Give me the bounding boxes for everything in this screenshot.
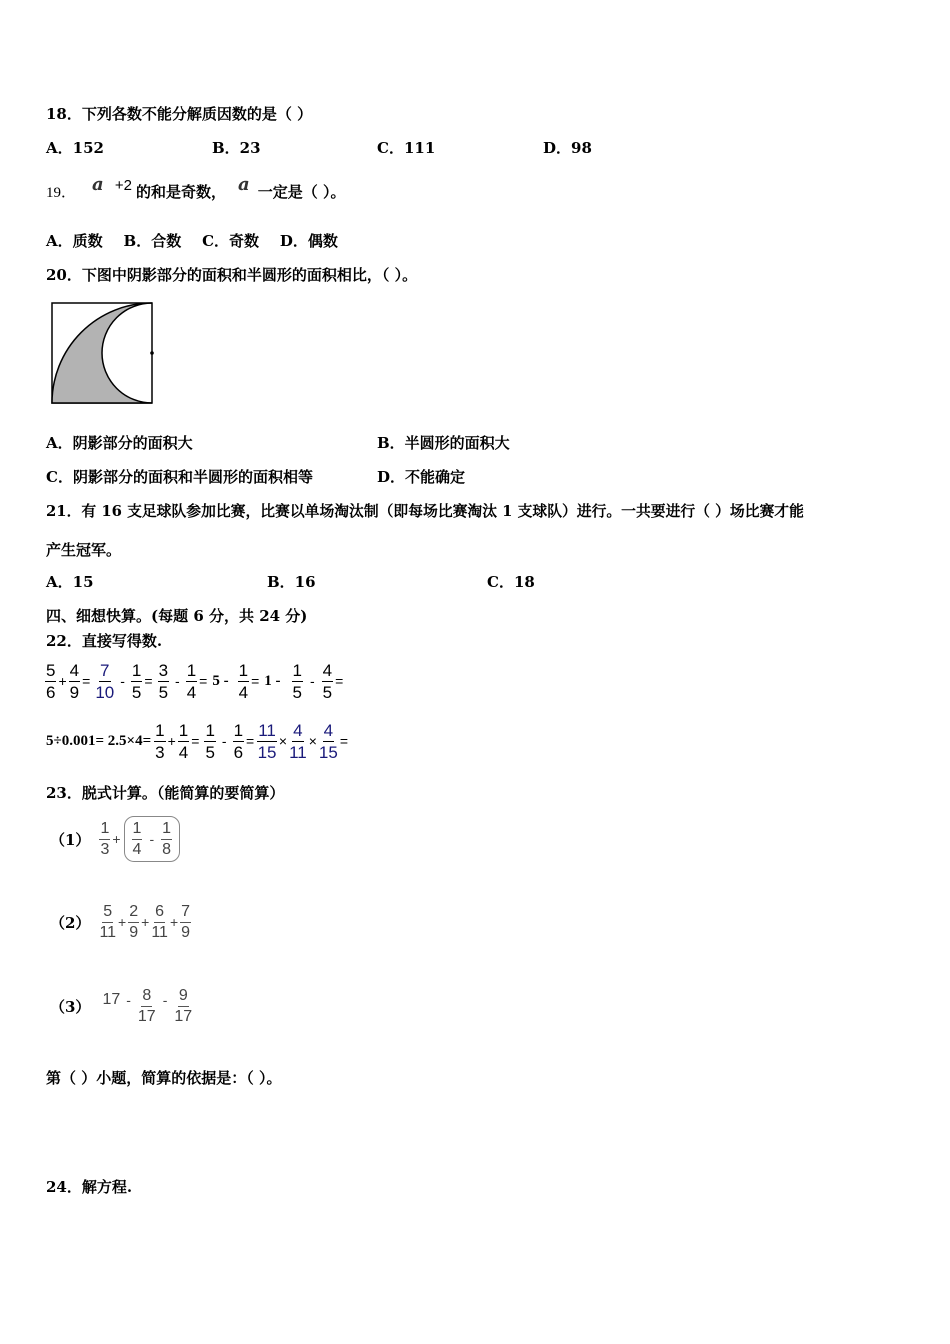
- q18-option-d: D．98: [543, 139, 592, 157]
- fraction: $\frac{1}{5}$: [131, 660, 142, 702]
- q20-option-b: B．半圆形的面积大: [377, 434, 510, 452]
- q18-stem: 18．下列各数不能分解质因数的是（ ）: [46, 105, 313, 123]
- fraction: $\frac{1}{8}$: [162, 819, 172, 858]
- q20-option-d: D．不能确定: [377, 468, 466, 486]
- q21-option-c: C．18: [487, 573, 535, 591]
- q23-part3: （3） 17 - $\frac{8}{17}$ - $\frac{9}{17}$: [50, 986, 193, 1025]
- variable-a: a: [92, 173, 104, 195]
- fraction: $\frac{1}{5}$: [205, 720, 215, 762]
- q23-stem: 23．脱式计算。（能简算的要简算）: [46, 784, 285, 802]
- fraction: $\frac{4}{5}$: [322, 660, 333, 702]
- fraction: $\frac{11}{15}$: [257, 720, 277, 762]
- fraction: $\frac{1}{3}$: [155, 720, 165, 762]
- q23-part2: （2） $\frac{5}{11}$ + $\frac{2}{9}$ + $\frac{6}{11}$ + $\frac{7}{9}$: [50, 902, 191, 941]
- fraction: $\frac{4}{9}$: [69, 660, 80, 702]
- q18-option-c: C．111: [377, 139, 436, 157]
- q21-stem-line2: 产生冠军。: [46, 541, 122, 559]
- q23-note: 第（ ）小题，简算的依据是：（ ）。: [46, 1069, 282, 1087]
- q24-stem: 24．解方程.: [46, 1178, 133, 1196]
- fraction: $\frac{1}{4}$: [132, 819, 142, 858]
- q20-option-c: C．阴影部分的面积和半圆形的面积相等: [46, 468, 313, 486]
- fraction: $\frac{1}{5}$: [292, 660, 302, 702]
- fraction: $\frac{4}{15}$: [318, 720, 338, 762]
- q18-option-a: A．152: [46, 139, 104, 157]
- q21-stem-line1: 21．有 16 支足球队参加比赛，比赛以单场淘汰制（即每场比赛淘汰 1 支球队）进行。一共要进行（ ）场比赛才能: [46, 503, 804, 520]
- q19-options: A．质数 B．合数 C．奇数 D．偶数: [46, 232, 338, 250]
- q22-row2: 5÷0.001= 2.5×4= $\frac{1}{3}$ + $\frac{1}{4}$ = $\frac{1}{5}$ - $\frac{1}{6}$ = $\frac{11}{15}$ × $\frac{4}{11}$ × $\frac{4}{15}$ =: [46, 720, 349, 762]
- center-point: [150, 351, 154, 355]
- q19-stem: 19． a +2 的和是奇数， a 一定是（ ）。: [46, 173, 346, 201]
- fraction: $\frac{4}{11}$: [289, 720, 307, 762]
- shaded-region: [52, 303, 152, 403]
- q22-stem: 22．直接写得数.: [46, 632, 163, 650]
- fraction: $\frac{1}{4}$: [178, 720, 189, 762]
- q20-figure: [50, 301, 156, 407]
- variable-a: a: [238, 173, 250, 195]
- fraction: $\frac{7}{10}$: [95, 660, 115, 702]
- fraction: $\frac{5}{6}$: [46, 660, 56, 702]
- fraction: $\frac{5}{11}$: [99, 902, 117, 941]
- fraction: $\frac{2}{9}$: [129, 902, 139, 941]
- fraction: $\frac{6}{11}$: [151, 902, 168, 941]
- fraction: $\frac{7}{9}$: [181, 902, 191, 941]
- q23-part1: （1） $\frac{1}{3}$ + $\frac{1}{4}$ - $\frac{1}{8}$: [50, 814, 180, 864]
- fraction: $\frac{1}{4}$: [186, 660, 197, 702]
- fraction: $\frac{3}{5}$: [158, 660, 169, 702]
- fraction: $\frac{8}{17}$: [137, 986, 156, 1025]
- q22-row1: $\frac{5}{6}$ + $\frac{4}{9}$ = $\frac{7}{10}$ - $\frac{1}{5}$ = $\frac{3}{5}$ - $\frac{1}{4}$ = 5 - $\frac{1}{4}$ = 1 - $\frac{1}{5}$ - $\frac{4}{5}$ =: [46, 660, 344, 702]
- fraction: $\frac{1}{4}$: [238, 660, 249, 702]
- q18-option-b: B．23: [212, 139, 261, 157]
- fraction: $\frac{9}{17}$: [174, 986, 193, 1025]
- parentheses: $\frac{1}{4}$ - $\frac{1}{8}$: [124, 816, 180, 862]
- fraction: $\frac{1}{3}$: [100, 819, 110, 858]
- q21-option-b: B．16: [267, 573, 316, 591]
- section-4-title: 四、细想快算。(每题 6 分，共 24 分): [46, 607, 308, 625]
- fraction: $\frac{1}{6}$: [233, 720, 244, 762]
- q20-option-a: A．阴影部分的面积大: [46, 434, 193, 452]
- q21-option-a: A．15: [46, 573, 94, 591]
- q20-stem: 20．下图中阴影部分的面积和半圆形的面积相比，（ ）。: [46, 266, 418, 284]
